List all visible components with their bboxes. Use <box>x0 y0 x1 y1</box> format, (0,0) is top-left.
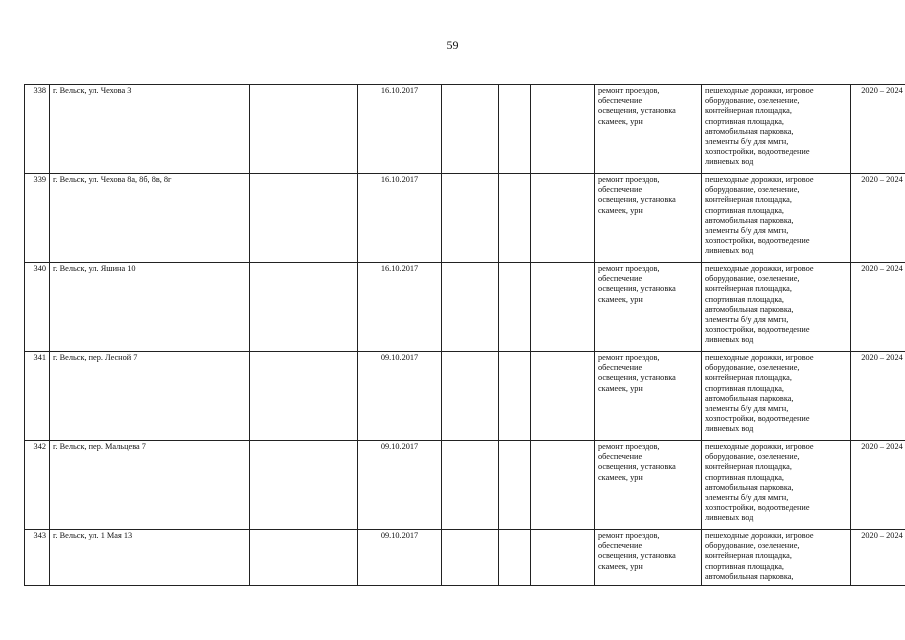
address-cell: г. Вельск, ул. Чехова 8а, 8б, 8в, 8г <box>50 174 250 263</box>
period-cell: 2020 – 2024 <box>851 530 905 586</box>
empty-cell <box>499 352 531 441</box>
additional-works-cell: пешеходные дорожки, игровое оборудование, озеленение, контейнерная площадка, спортивная площадка, автомобильная парковка, элементы б/у для ммгн, хозпостройки, водоотведение ливневых вод <box>702 441 851 530</box>
empty-cell <box>531 263 595 352</box>
additional-works-cell: пешеходные дорожки, игровое оборудование, озеленение, контейнерная площадка, спортивная площадка, автомобильная парковка, <box>702 530 851 586</box>
empty-cell <box>250 85 358 174</box>
address-cell: г. Вельск, ул. 1 Мая 13 <box>50 530 250 586</box>
row-number: 339 <box>25 174 50 263</box>
table-row <box>25 263 905 352</box>
additional-works-cell: пешеходные дорожки, игровое оборудование, озеленение, контейнерная площадка, спортивная площадка, автомобильная парковка, элементы б/у для ммгн, хозпостройки, водоотведение ливневых вод <box>702 174 851 263</box>
period-cell: 2020 – 2024 <box>851 85 905 174</box>
empty-cell <box>531 85 595 174</box>
works-cell: ремонт проездов, обеспечение освещения, установка скамеек, урн <box>595 530 702 586</box>
additional-works-cell: пешеходные дорожки, игровое оборудование, озеленение, контейнерная площадка, спортивная площадка, автомобильная парковка, элементы б/у для ммгн, хозпостройки, водоотведение ливневых вод <box>702 85 851 174</box>
address-cell: г. Вельск, пер. Мальцева 7 <box>50 441 250 530</box>
empty-cell <box>250 352 358 441</box>
table-row <box>25 85 905 174</box>
period-cell: 2020 – 2024 <box>851 441 905 530</box>
table-row <box>25 530 905 586</box>
empty-cell <box>531 352 595 441</box>
empty-cell <box>531 441 595 530</box>
empty-cell <box>442 85 499 174</box>
row-number: 338 <box>25 85 50 174</box>
empty-cell <box>250 441 358 530</box>
date-cell: 16.10.2017 <box>358 263 442 352</box>
empty-cell <box>250 263 358 352</box>
works-cell: ремонт проездов, обеспечение освещения, установка скамеек, урн <box>595 85 702 174</box>
empty-cell <box>499 263 531 352</box>
empty-cell <box>442 174 499 263</box>
empty-cell <box>499 530 531 586</box>
additional-works-cell: пешеходные дорожки, игровое оборудование, озеленение, контейнерная площадка, спортивная площадка, автомобильная парковка, элементы б/у для ммгн, хозпостройки, водоотведение ливневых вод <box>702 263 851 352</box>
register-table <box>24 84 905 586</box>
date-cell: 09.10.2017 <box>358 530 442 586</box>
period-cell: 2020 – 2024 <box>851 174 905 263</box>
date-cell: 09.10.2017 <box>358 352 442 441</box>
works-cell: ремонт проездов, обеспечение освещения, установка скамеек, урн <box>595 441 702 530</box>
empty-cell <box>531 174 595 263</box>
additional-works-cell: пешеходные дорожки, игровое оборудование, озеленение, контейнерная площадка, спортивная площадка, автомобильная парковка, элементы б/у для ммгн, хозпостройки, водоотведение ливневых вод <box>702 352 851 441</box>
address-cell: г. Вельск, ул. Яшина 10 <box>50 263 250 352</box>
empty-cell <box>442 263 499 352</box>
works-cell: ремонт проездов, обеспечение освещения, установка скамеек, урн <box>595 263 702 352</box>
empty-cell <box>499 174 531 263</box>
table-row <box>25 441 905 530</box>
empty-cell <box>442 441 499 530</box>
works-cell: ремонт проездов, обеспечение освещения, установка скамеек, урн <box>595 174 702 263</box>
period-cell: 2020 – 2024 <box>851 263 905 352</box>
date-cell: 16.10.2017 <box>358 174 442 263</box>
empty-cell <box>250 530 358 586</box>
address-cell: г. Вельск, ул. Чехова 3 <box>50 85 250 174</box>
page-number: 59 <box>446 38 459 52</box>
empty-cell <box>442 530 499 586</box>
table-row <box>25 174 905 263</box>
row-number: 341 <box>25 352 50 441</box>
row-number: 343 <box>25 530 50 586</box>
empty-cell <box>250 174 358 263</box>
date-cell: 09.10.2017 <box>358 441 442 530</box>
date-cell: 16.10.2017 <box>358 85 442 174</box>
works-cell: ремонт проездов, обеспечение освещения, установка скамеек, урн <box>595 352 702 441</box>
empty-cell <box>499 441 531 530</box>
period-cell: 2020 – 2024 <box>851 352 905 441</box>
row-number: 340 <box>25 263 50 352</box>
address-cell: г. Вельск, пер. Лесной 7 <box>50 352 250 441</box>
empty-cell <box>531 530 595 586</box>
empty-cell <box>442 352 499 441</box>
row-number: 342 <box>25 441 50 530</box>
table-row <box>25 352 905 441</box>
empty-cell <box>499 85 531 174</box>
